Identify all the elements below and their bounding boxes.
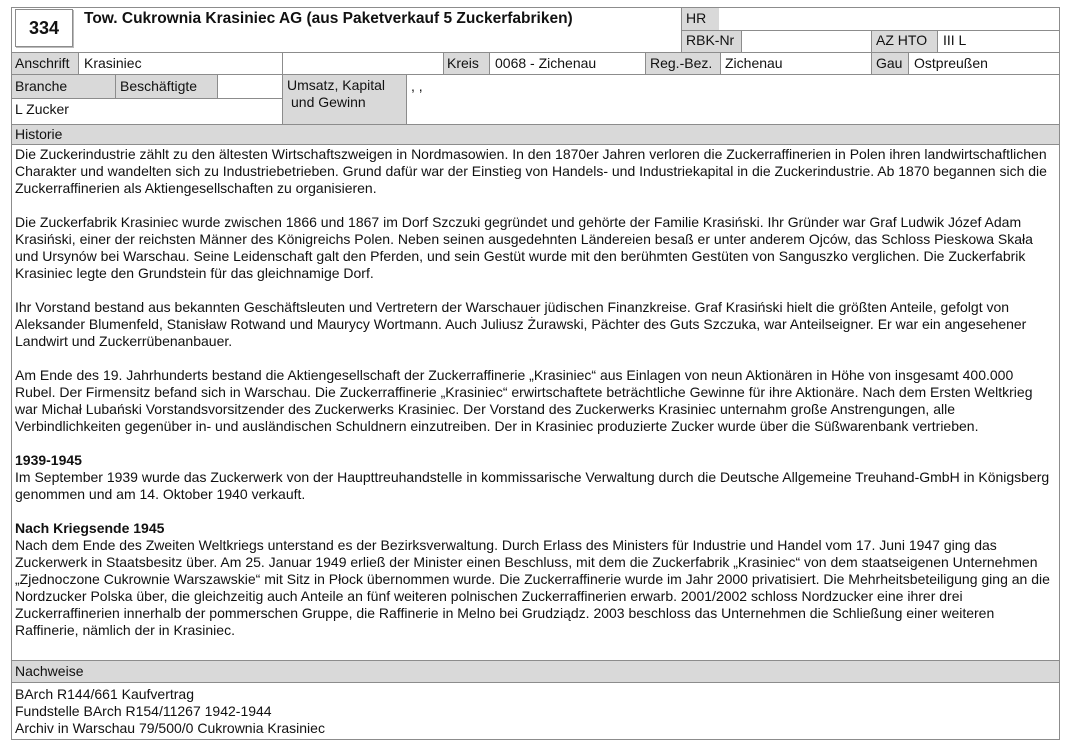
grid-line <box>115 74 116 98</box>
grid-line <box>645 52 646 74</box>
az-label: AZ HTO <box>876 32 928 48</box>
historie-header <box>11 124 1059 144</box>
grid-line <box>282 52 283 124</box>
kreis-value: 0068 - Zichenau <box>495 55 597 71</box>
historie-paragraph-4: Am Ende des 19. Jahrhunderts bestand die Aktiengesellschaft der Zuckerraffinerie „Krasiniec“ aus Einlagen von neun Aktionären in Höhe von insgesamt 400.000 Rubel. Der Firmensitz befand sich in Warschau. Die Zuckerraffinerie „Krasiniec“ erwirtschaftete beträchtliche Gewinne für ihre Aktionäre. Nach dem Ersten Weltkrieg war Michał Lubański Vorstandsvorsitzender des Zuckerwerks Krasiniec. Der Vorstand des Zuckerwerks Krasiniec unternahm große Anstrengungen, alle Verbindlichkeiten gegenüber in- und ausländischen Schuldnern einzutreiben. Der in Krasiniec produzierte Zucker wurde über die Süßwarenbank vertrieben. <box>15 367 1033 434</box>
hr-label: HR <box>686 10 707 26</box>
grid-line <box>11 74 1060 75</box>
umsatz-label-line2: und Gewinn <box>291 94 366 110</box>
grid-line <box>406 74 407 124</box>
anschrift-value: Krasiniec <box>84 55 142 71</box>
regbez-value: Zichenau <box>725 55 783 71</box>
historie-label: Historie <box>15 126 63 142</box>
grid-line <box>217 74 218 98</box>
historie-heading-1939: 1939-1945 <box>15 452 82 468</box>
historie-paragraph-6: Nach dem Ende des Zweiten Weltkriegs unterstand es der Bezirksverwaltung. Durch Erlass des Ministers für Industrie und Handel vom 17. Juni 1947 ging das Zuckerwerk in Staatsbesitz über. Am 25. Januar 1949 erließ der Minister einen Beschluss, mit dem die Zuckerfabrik „Krasiniec“ von dem staatseigenen Unternehmen „Zjednoczone Cukrownie Warszawskie“ mit Sitz in Płock übernommen wurde. Die Zuckerraffinerie wurde im Jahr 2000 privatisiert. Die Mehrheitsbeteiligung ging an die Nordzucker Polska über, die gleichzeitig auch Anteile an fünf weiteren polnischen Zuckerraffinerien erwarb. 2001/2002 schloss Nordzucker eine ihrer drei Zuckerraffinerien innerhalb der pommerschen Gruppe, die Raffinerie in Melno bei Grudziądz. 2003 beschloss das Unternehmen die Schließung einer weiteren Raffinerie, nämlich der in Krasiniec. <box>15 537 1050 638</box>
grid-line <box>11 660 1060 661</box>
record-number: 334 <box>15 9 73 47</box>
gau-value: Ostpreußen <box>914 55 988 71</box>
grid-line <box>11 7 12 740</box>
umsatz-value: , , <box>411 78 423 94</box>
beschaeftigte-label: Beschäftigte <box>120 78 198 94</box>
nachweis-item: Archiv in Warschau 79/500/0 Cukrownia Krasiniec <box>15 720 325 736</box>
historie-paragraph-5: Im September 1939 wurde das Zuckerwerk von der Haupttreuhandstelle in kommissarische Verwaltung durch die Deutsche Allgemeine Treuhand-GmbH in Königsberg genommen und am 14. Oktober 1940 verkauft. <box>15 469 1050 502</box>
grid-line <box>11 739 1060 740</box>
umsatz-label-line1: Umsatz, Kapital <box>287 77 386 93</box>
nachweise-list <box>15 686 325 737</box>
grid-line <box>489 52 490 74</box>
anschrift-label: Anschrift <box>15 55 70 71</box>
grid-line <box>937 30 938 52</box>
grid-line <box>11 98 283 99</box>
grid-line <box>443 52 444 74</box>
historie-paragraph-1: Die Zuckerindustrie zählt zu den ältesten Wirtschaftszweigen in Nordmasowien. In den 1870er Jahren verloren die Zuckerraffinerien in Polen ihren landwirtschaftlichen Charakter und wandelten sich zu Industriebetrieben. Grund dafür war der Einstieg von Handels- und Industriekapital in die Zuckerindustrie. Ab 1870 begannen sich die Zuckerraffinerien als Aktiengesellschaften zu organisieren. <box>15 146 1047 196</box>
branche-label: Branche <box>15 78 68 94</box>
regbez-label: Reg.-Bez. <box>650 55 713 71</box>
nachweise-label: Nachweise <box>15 663 84 679</box>
nachweis-item: Fundstelle BArch R154/11267 1942-1944 <box>15 703 272 719</box>
grid-line <box>11 124 1060 125</box>
nachweis-item: BArch R144/661 Kaufvertrag <box>15 686 194 702</box>
historie-paragraph-2: Die Zuckerfabrik Krasiniec wurde zwischen 1866 und 1867 im Dorf Szczuki gegründet und gehörte der Familie Krasiński. Ihr Gründer war Graf Ludwik Józef Adam Krasiński, einer der reichsten Männer des Königreichs Polen. Neben seinen ausgedehnten Ländereien besaß er unter anderem Ojców, das Schloss Pieskowa Skała und Ursynów bei Warschau. Seine Leidenschaft galt den Pferden, und sein Gestüt wurde mit den berühmten Gestüten von Sanguszko verglichen. Die Zuckerfabrik Krasiniec legte den Grundstein für das gleichnamige Dorf. <box>15 214 1033 281</box>
branche-value: L Zucker <box>15 101 69 117</box>
az-value: III L <box>943 32 967 48</box>
grid-line <box>741 30 742 52</box>
historie-paragraph-3: Ihr Vorstand bestand aus bekannten Geschäftsleuten und Vertretern der Warschauer jüdischen Finanzkreise. Graf Krasiński hielt die größten Anteile, gefolgt von Aleksander Blumenfeld, Stanisław Rotwand und Maurycy Wortmann. Auch Juliusz Żurawski, Pächter des Guts Szczuka, war Anteilseigner. Er war ein angesehener Landwirt und Zuckerrübenanbauer. <box>15 299 1027 349</box>
rbk-label: RBK-Nr <box>686 32 735 48</box>
nachweise-header <box>11 660 1059 682</box>
gau-label: Gau <box>876 55 903 71</box>
company-title: Tow. Cukrownia Krasiniec AG (aus Paketverkauf 5 Zuckerfabriken) <box>84 10 573 27</box>
grid-line <box>11 52 1060 53</box>
grid-line <box>78 52 79 74</box>
grid-line <box>11 682 1060 683</box>
grid-line <box>11 7 1060 8</box>
grid-line <box>720 52 721 74</box>
grid-line <box>11 144 1060 145</box>
historie-heading-1945: Nach Kriegsende 1945 <box>15 520 165 536</box>
grid-line <box>1059 7 1060 740</box>
historie-text <box>15 146 1055 639</box>
kreis-label: Kreis <box>447 55 479 71</box>
grid-line <box>908 52 909 74</box>
